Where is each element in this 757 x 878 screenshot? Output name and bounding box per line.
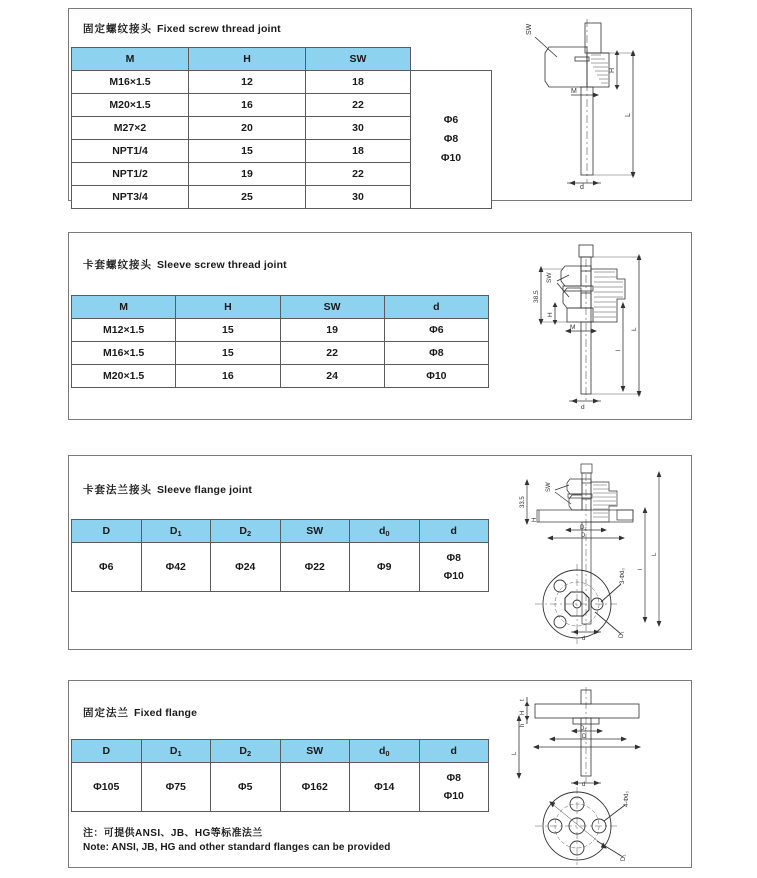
label-h: H bbox=[547, 312, 554, 317]
label-h: H bbox=[609, 67, 616, 73]
label-h: H bbox=[532, 517, 538, 522]
label-d: d bbox=[580, 184, 584, 191]
cell-d: Φ6 bbox=[72, 543, 142, 592]
cell-d-bore bbox=[419, 543, 489, 592]
panel-heading bbox=[83, 257, 287, 272]
column-header-d1: $D_1$ bbox=[141, 520, 211, 543]
table-row bbox=[72, 342, 489, 365]
sleeve-flange-face-view bbox=[505, 562, 685, 646]
label-d1-circle: D₁ bbox=[621, 854, 627, 861]
label-d1: D bbox=[582, 734, 587, 740]
cell-m: M12×1.5 bbox=[72, 319, 176, 342]
column-header-m: M bbox=[72, 296, 176, 319]
side-column-header-blank bbox=[411, 48, 492, 71]
cell-value-phi8: Φ8 bbox=[446, 772, 461, 784]
cell-sw: 22 bbox=[306, 94, 411, 117]
cell-sw: 19 bbox=[280, 319, 384, 342]
cell-sw: 18 bbox=[306, 71, 411, 94]
panel-fixed-screw-thread-joint bbox=[68, 8, 692, 201]
label-l-lower: l bbox=[615, 349, 622, 351]
label-l: L bbox=[631, 327, 638, 331]
cell-d: Φ6 bbox=[384, 319, 488, 342]
cell-h: 19 bbox=[189, 163, 306, 186]
table-row bbox=[72, 543, 489, 592]
cell-m: NPT1/2 bbox=[72, 163, 189, 186]
label-h-upper: H bbox=[520, 710, 526, 715]
label-38-5: 38.5 bbox=[533, 290, 540, 303]
label-4-phi-d0: 4-Φd₀ bbox=[624, 791, 630, 807]
table-row bbox=[72, 365, 489, 388]
column-header-d1: $D_1$ bbox=[141, 740, 211, 763]
table-header-row bbox=[72, 520, 489, 543]
panel-heading-en: Sleeve flange joint bbox=[157, 484, 253, 496]
table-row bbox=[72, 763, 489, 812]
label-l: L bbox=[512, 751, 518, 755]
spec-table-sleeve-flange-joint bbox=[71, 519, 489, 592]
fixed-flange-face-view bbox=[505, 785, 685, 867]
column-header-d: D bbox=[72, 520, 142, 543]
panel-fixed-flange bbox=[68, 680, 692, 868]
column-header-sw: SW bbox=[306, 48, 411, 71]
cell-d: Φ8 bbox=[384, 342, 488, 365]
sleeve-screw-thread-joint-drawing bbox=[505, 239, 685, 415]
note-en: Note: ANSI, JB, HG and other standard flanges can be provided bbox=[83, 842, 391, 853]
cell-h: 16 bbox=[176, 365, 280, 388]
cell-m: NPT3/4 bbox=[72, 186, 189, 209]
label-d: d bbox=[581, 404, 585, 411]
label-t: t bbox=[520, 699, 526, 701]
table-header-row bbox=[72, 740, 489, 763]
cell-d1: Φ75 bbox=[141, 763, 211, 812]
cell-sw: 22 bbox=[306, 163, 411, 186]
cell-h: 15 bbox=[176, 342, 280, 365]
cell-h: 15 bbox=[176, 319, 280, 342]
label-sw: SW bbox=[546, 482, 552, 492]
cell-m: M16×1.5 bbox=[72, 342, 176, 365]
cell-m: M20×1.5 bbox=[72, 365, 176, 388]
cell-d0: Φ9 bbox=[350, 543, 420, 592]
panel-heading-en: Fixed flange bbox=[134, 707, 198, 719]
column-header-d-bore: d bbox=[419, 520, 489, 543]
label-3-phi-d0: 3-Φd₀ bbox=[620, 568, 626, 584]
label-h-lower: h bbox=[520, 723, 526, 727]
label-sw: SW bbox=[546, 272, 553, 283]
cell-d0: Φ14 bbox=[350, 763, 420, 812]
cell-m: M16×1.5 bbox=[72, 71, 189, 94]
label-m: M bbox=[570, 324, 576, 331]
cell-h: 20 bbox=[189, 117, 306, 140]
column-header-d0: $d_0$ bbox=[350, 520, 420, 543]
label-d: d bbox=[582, 782, 586, 787]
column-header-d: d bbox=[384, 296, 488, 319]
column-header-sw: SW bbox=[280, 520, 350, 543]
cell-m: NPT1/4 bbox=[72, 140, 189, 163]
panel-heading-cn: 固定法兰 bbox=[83, 707, 129, 719]
panel-sleeve-flange-joint bbox=[68, 455, 692, 650]
fixed-flange-drawing bbox=[505, 685, 685, 787]
cell-h: 12 bbox=[189, 71, 306, 94]
cell-value-phi10: Φ10 bbox=[443, 790, 464, 802]
spec-table-fixed-flange bbox=[71, 739, 489, 812]
table-row bbox=[72, 319, 489, 342]
cell-sw: 30 bbox=[306, 117, 411, 140]
cell-sw: 18 bbox=[306, 140, 411, 163]
column-header-h: H bbox=[189, 48, 306, 71]
label-l-lower: l bbox=[638, 568, 644, 570]
spec-table-fixed-screw-thread-joint bbox=[71, 47, 492, 209]
column-header-m: M bbox=[72, 48, 189, 71]
label-d1-circle: D₁ bbox=[619, 631, 625, 638]
fixed-screw-thread-joint-drawing bbox=[505, 15, 685, 195]
label-l: L bbox=[652, 552, 658, 556]
cell-sw: 24 bbox=[280, 365, 384, 388]
table-header-row bbox=[72, 48, 492, 71]
label-l: L bbox=[625, 113, 632, 117]
panel-heading-cn: 固定螺纹接头 bbox=[83, 23, 152, 35]
cell-h: 16 bbox=[189, 94, 306, 117]
cell-d: Φ105 bbox=[72, 763, 142, 812]
column-header-sw: SW bbox=[280, 740, 350, 763]
spec-table-sleeve-screw-thread-joint bbox=[71, 295, 489, 388]
label-d1: D bbox=[581, 533, 586, 539]
panel-heading-en: Fixed screw thread joint bbox=[157, 23, 281, 35]
label-d2: D₂ bbox=[580, 525, 587, 531]
side-value-phi8: Φ8 bbox=[443, 133, 459, 145]
panel-sleeve-screw-thread-joint bbox=[68, 232, 692, 420]
note-block bbox=[83, 827, 390, 855]
table-row bbox=[72, 71, 492, 94]
cell-sw: 30 bbox=[306, 186, 411, 209]
cell-sw: 22 bbox=[280, 342, 384, 365]
label-d: d bbox=[582, 636, 586, 642]
panel-heading bbox=[83, 705, 197, 720]
panel-heading-cn: 卡套螺纹接头 bbox=[83, 259, 152, 271]
note-cn: 注：可提供ANSI、JB、HG等标准法兰 bbox=[83, 828, 263, 839]
label-sw: SW bbox=[526, 23, 533, 35]
panel-heading-en: Sleeve screw thread joint bbox=[157, 259, 287, 271]
column-header-d2: $D_2$ bbox=[211, 740, 281, 763]
cell-value-phi8: Φ8 bbox=[446, 552, 461, 564]
column-header-d2: $D_2$ bbox=[211, 520, 281, 543]
cell-m: M20×1.5 bbox=[72, 94, 189, 117]
label-d2: D₂ bbox=[580, 726, 587, 732]
cell-d: Φ10 bbox=[384, 365, 488, 388]
cell-h: 15 bbox=[189, 140, 306, 163]
column-header-d-bore: d bbox=[419, 740, 489, 763]
column-header-d: D bbox=[72, 740, 142, 763]
column-header-d0: $d_0$ bbox=[350, 740, 420, 763]
label-m: M bbox=[571, 88, 577, 95]
cell-sw: Φ22 bbox=[280, 543, 350, 592]
panel-heading bbox=[83, 21, 281, 36]
side-column-diameters bbox=[411, 71, 492, 209]
cell-h: 25 bbox=[189, 186, 306, 209]
cell-d1: Φ42 bbox=[141, 543, 211, 592]
label-33-5: 33.5 bbox=[520, 496, 526, 508]
side-value-phi10: Φ10 bbox=[440, 152, 462, 164]
cell-d2: Φ24 bbox=[211, 543, 281, 592]
column-header-sw: SW bbox=[280, 296, 384, 319]
cell-d2: Φ5 bbox=[211, 763, 281, 812]
cell-d-bore bbox=[419, 763, 489, 812]
side-value-phi6: Φ6 bbox=[443, 114, 459, 126]
column-header-h: H bbox=[176, 296, 280, 319]
cell-sw: Φ162 bbox=[280, 763, 350, 812]
table-header-row bbox=[72, 296, 489, 319]
panel-heading-cn: 卡套法兰接头 bbox=[83, 484, 152, 496]
cell-m: M27×2 bbox=[72, 117, 189, 140]
cell-value-phi10: Φ10 bbox=[443, 570, 464, 582]
panel-heading bbox=[83, 482, 252, 497]
